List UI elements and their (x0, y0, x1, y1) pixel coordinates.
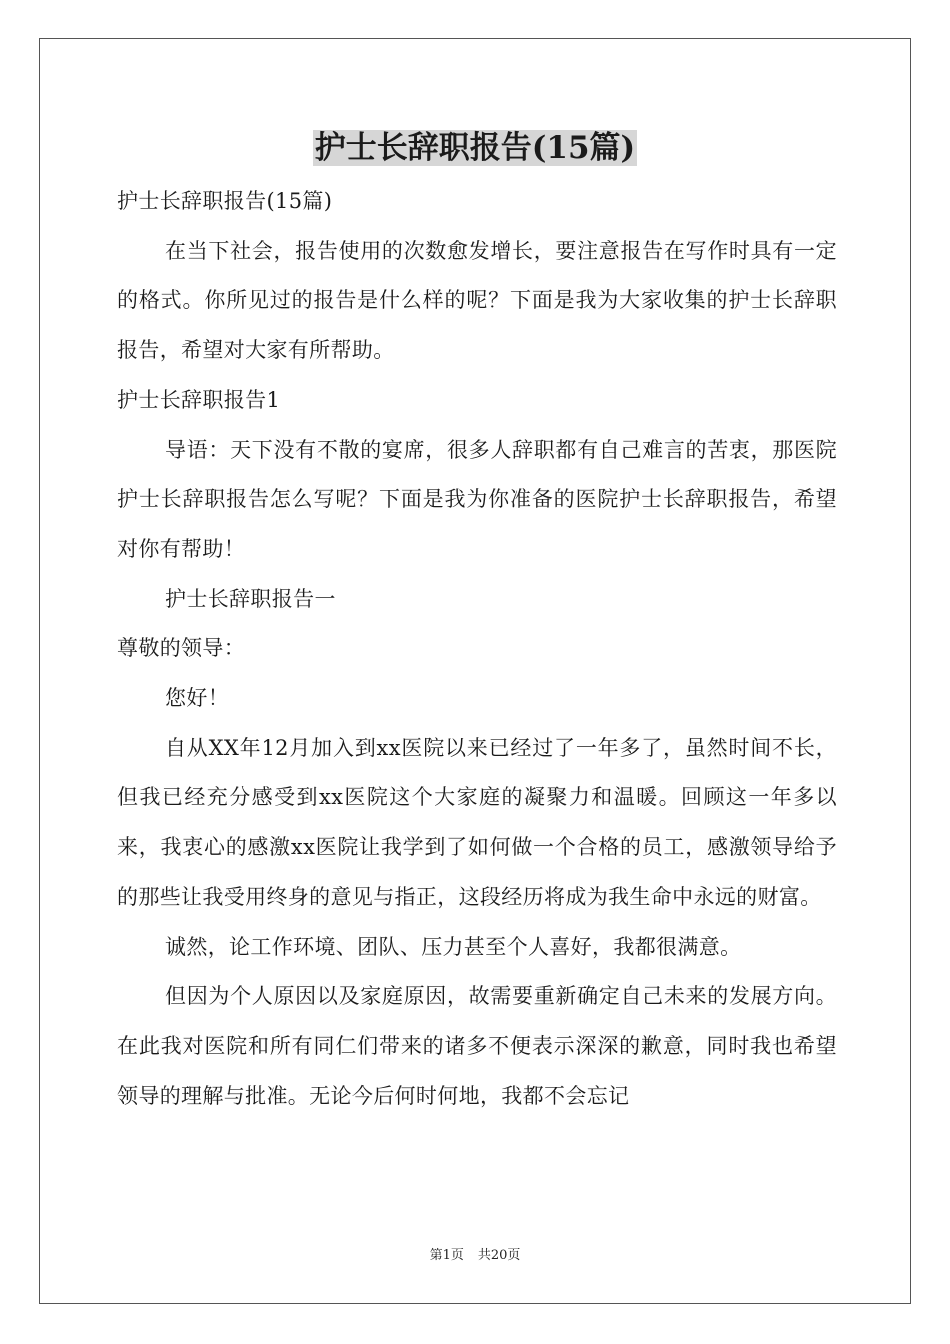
document-title (0, 126, 950, 170)
paragraph: 护士长辞职报告一 (165, 586, 336, 611)
page-total: 共20页 (477, 1248, 521, 1263)
paragraph: 但因为个人原因以及家庭原因，故需要重新确定自己未来的发展方向。在此我对医院和所有同仁们带来的诸多不便表示深深的歉意，同时我也希望领导的理解与批准。无论今后何时何地，我都不会忘记 (117, 984, 837, 1108)
paragraph: 在当下社会，报告使用的次数愈发增长，要注意报告在写作时具有一定的格式。你所见过的报告是什么样的呢？下面是我为大家收集的护士长辞职报告，希望对大家有所帮助。 (117, 238, 837, 363)
page-number: 第1页 (429, 1248, 464, 1263)
paragraph: 护士长辞职报告1 (117, 387, 281, 412)
paragraph: 自从XX年12月加入到xx医院以来已经过了一年多了，虽然时间不长，但我已经充分感受到xx医院这个大家庭的凝聚力和温暖。回顾这一年多以来，我衷心的感激xx医院让我学到了如何做一个合格的员工，感激领导给予的那些让我受用终身的意见与指正，这段经历将成为我生命中永远的财富。 (117, 735, 837, 909)
paragraph: 护士长辞职报告(15篇) (117, 189, 333, 213)
page-footer (0, 1247, 950, 1265)
paragraph: 您好！ (165, 686, 230, 711)
paragraph: 诚然，论工作环境、团队、压力甚至个人喜好，我都很满意。 (165, 934, 742, 959)
paragraph: 导语：天下没有不散的宴席，很多人辞职都有自己难言的苦衷，那医院护士长辞职报告怎么写呢？下面是我为你准备的医院护士长辞职报告，希望对你有帮助！ (117, 437, 837, 561)
document-title-text: 护士长辞职报告(15篇) (314, 130, 636, 166)
document-body (117, 177, 837, 1121)
paragraph: 尊敬的领导： (117, 636, 246, 661)
